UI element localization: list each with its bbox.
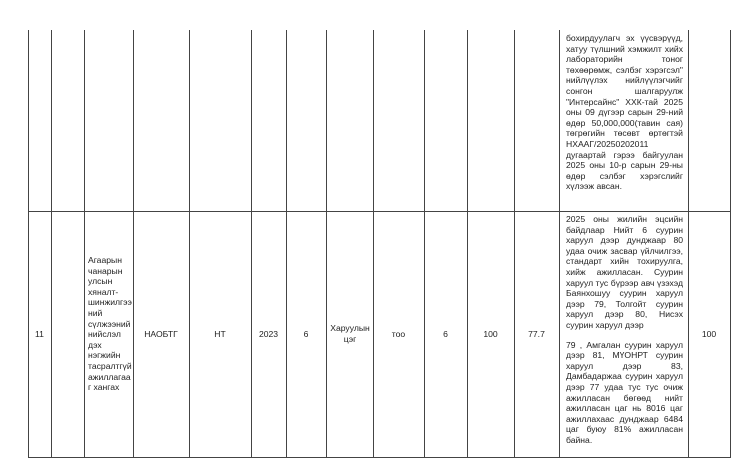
year: 2023 (258, 328, 279, 339)
description-paragraph-1: 2025 оны жилийн эцсийн байдлаар Нийт 6 суурин харуул дээр дунджаар 80 удаа очиж засвар үйлчилгээ, стандарт хийн тохируулга, хийж ажилласан. Суурин харуул тус бүрээр авч үзэхэд Баянхошуу суурин харуул дээр 79, Толгойт суурин харуул дээр 80, Нисэх суурин харуул дээр (566, 214, 683, 330)
prev-row-description (566, 33, 683, 192)
target-value: 6 (443, 328, 448, 339)
activity-name: Агаарын чанарын улсын хяналт- шинжилгээ ний сүлжээний нийслэл дэх нэгжийн тасралтгүй ажиллагаа г хангах (88, 255, 132, 393)
col-divider (326, 30, 327, 458)
organization: НАОБТГ (144, 328, 178, 339)
prev-row-description-text: бохирдуулагч эх үүсвэрүүд, хатуу түлшний хэмжилт хийх лабораторийн тоног төхөөрөмж, сэлбэг хэрэгсэл" нийлүүлэх нийлүүлэгчийг сонгон шалгаруулж "Интерсайнс" ХХК-тай 2025 оны 09 дүгээр сарын 29-ний өдөр 50,000,000(тавин сая) төгрөгийн төсөвт өртөгтэй НХААГ/20250202011 дугаартай гэрээ байгуулан 2025 оны 10-р сарын 29-ны өдөр сэлбэг хэрэгслийг хүлээж авсан. (566, 33, 683, 192)
base-value: 6 (303, 328, 309, 339)
row-11-description (566, 214, 683, 445)
actual-value: 77.7 (528, 328, 545, 339)
target-percent: 100 (483, 328, 498, 339)
indicator: Харуулын цэг (330, 323, 370, 344)
row-number: 11 (35, 328, 44, 339)
col-divider (84, 30, 85, 458)
col-divider (559, 30, 560, 458)
col-divider (730, 30, 731, 458)
unit: тоо (391, 328, 406, 339)
score: 100 (701, 328, 717, 339)
description-paragraph-2: 79 , Амгалан суурин харуул дээр 81, МҮОНРТ суурин харуул дээр 83, Дамбадаржаа суурин харуул дээр 77 удаа тус тус очиж ажилласан бөгөөд нийт ажилласан цаг нь 8016 цаг ажиллахаас дунджаар 6484 цаг буюу 81% ажилласан байна. (566, 339, 683, 445)
col-divider (51, 30, 52, 458)
type-code: НТ (214, 328, 226, 339)
